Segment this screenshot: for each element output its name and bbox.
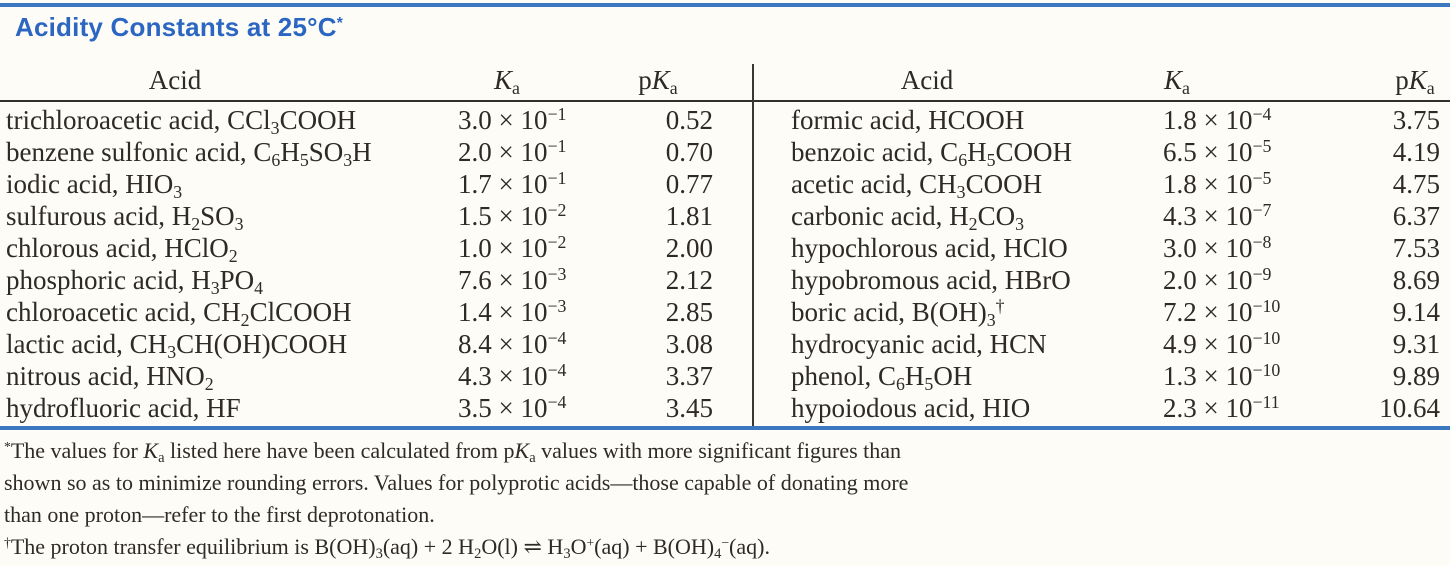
table-row xyxy=(0,200,753,232)
table-row xyxy=(0,136,753,168)
acid-name: sulfurous acid, $H_2SO_3$ xyxy=(6,201,244,234)
column-header-ka-left: $K_a$ xyxy=(494,65,520,98)
ka-value: $1.8 \times 10^{-4}$ xyxy=(1163,104,1272,135)
ka-value: $1.7 \times 10^{-1}$ xyxy=(458,168,567,199)
pka-value: 10.64 xyxy=(1379,393,1440,423)
table-row xyxy=(0,392,753,424)
table-row xyxy=(753,232,1450,264)
column-header-acid-left: Acid xyxy=(148,65,202,95)
footnote-line: †The proton transfer equilibrium is $B(OH)_3(aq) + 2$ $H_2O(l)$ ⇌ $H_3O^+(aq) + B(OH)_4^-(aq)$. xyxy=(4,534,770,563)
pka-value: 9.31 xyxy=(1392,329,1440,359)
ka-value: $2.0 \times 10^{-1}$ xyxy=(458,136,567,167)
pka-value: 4.75 xyxy=(1392,169,1440,199)
acid-name: hydrocyanic acid, HCN xyxy=(791,329,1047,359)
pka-value: 9.14 xyxy=(1392,297,1440,327)
bottom-blue-rule xyxy=(0,426,1450,430)
acid-name: chloroacetic acid, $CH_2ClCOOH$ xyxy=(6,297,352,330)
pka-value: 2.12 xyxy=(665,265,713,295)
footnote-line: than one proton—refer to the first deprotonation. xyxy=(4,502,435,527)
pka-value: 3.75 xyxy=(1392,105,1440,135)
table-row xyxy=(753,200,1450,232)
table-row xyxy=(0,360,753,392)
ka-value: $4.9 \times 10^{-10}$ xyxy=(1163,328,1281,359)
acid-name: formic acid, HCOOH xyxy=(791,105,1025,135)
acid-name: hypobromous acid, HBrO xyxy=(791,265,1071,295)
table-row xyxy=(753,136,1450,168)
pka-value: 2.00 xyxy=(665,233,713,263)
page-title: Acidity Constants at 25°C* xyxy=(15,12,343,42)
acid-name: boric acid, $B(OH)_3^\dagger$ xyxy=(791,296,1005,330)
acid-name: hydrofluoric acid, HF xyxy=(6,393,241,423)
acid-name: carbonic acid, $H_2CO_3$ xyxy=(791,201,1024,234)
pka-value: 0.70 xyxy=(665,137,713,167)
table-row xyxy=(753,104,1450,136)
table-row xyxy=(753,360,1450,392)
ka-value: $1.5 \times 10^{-2}$ xyxy=(458,200,567,231)
table-header-row xyxy=(0,62,1450,100)
ka-value: $8.4 \times 10^{-4}$ xyxy=(458,328,567,359)
ka-value: $1.4 \times 10^{-3}$ xyxy=(458,296,567,327)
acid-name: iodic acid, $HIO_3$ xyxy=(6,169,183,202)
ka-value: $1.0 \times 10^{-2}$ xyxy=(458,232,567,263)
pka-value: 6.37 xyxy=(1392,201,1440,231)
table-row xyxy=(753,328,1450,360)
table-row xyxy=(0,296,753,328)
pka-value: 4.19 xyxy=(1392,137,1440,167)
pka-value: 7.53 xyxy=(1392,233,1440,263)
acid-table-left xyxy=(0,104,753,424)
pka-value: 9.89 xyxy=(1392,361,1440,391)
acid-name: phenol, $C_6H_5OH$ xyxy=(791,361,973,394)
acid-name: benzene sulfonic acid, $C_6H_5SO_3H$ xyxy=(6,137,372,170)
acid-name: benzoic acid, $C_6H_5COOH$ xyxy=(791,137,1073,170)
table-row xyxy=(0,168,753,200)
column-header-pka-right: $pK_a$ xyxy=(1395,65,1435,98)
pka-value: 8.69 xyxy=(1392,265,1440,295)
ka-value: $4.3 \times 10^{-7}$ xyxy=(1163,200,1272,231)
acid-name: hypoiodous acid, HIO xyxy=(791,393,1031,423)
acid-table-right xyxy=(753,104,1450,424)
ka-value: $2.3 \times 10^{-11}$ xyxy=(1163,392,1280,423)
ka-value: $3.5 \times 10^{-4}$ xyxy=(458,392,567,423)
header-rule xyxy=(0,100,1450,102)
ka-value: $1.8 \times 10^{-5}$ xyxy=(1163,168,1272,199)
table-row xyxy=(0,264,753,296)
ka-value: $6.5 \times 10^{-5}$ xyxy=(1163,136,1272,167)
pka-value: 1.81 xyxy=(665,201,713,231)
ka-value: $2.0 \times 10^{-9}$ xyxy=(1163,264,1272,295)
pka-value: 3.45 xyxy=(665,393,713,423)
ka-value: $3.0 \times 10^{-1}$ xyxy=(458,104,567,135)
table-row xyxy=(753,392,1450,424)
table-row xyxy=(0,232,753,264)
column-header-ka-right: $K_a$ xyxy=(1164,65,1190,98)
top-blue-rule xyxy=(0,3,1450,7)
ka-value: $7.6 \times 10^{-3}$ xyxy=(458,264,567,295)
ka-value: $4.3 \times 10^{-4}$ xyxy=(458,360,567,391)
table-row xyxy=(753,296,1450,328)
acid-name: acetic acid, $CH_3COOH$ xyxy=(791,169,1043,202)
pka-value: 3.37 xyxy=(665,361,713,391)
footnotes xyxy=(4,435,908,563)
pka-value: 2.85 xyxy=(665,297,713,327)
acid-name: hypochlorous acid, HClO xyxy=(791,233,1068,263)
pka-value: 3.08 xyxy=(665,329,713,359)
acid-name: chlorous acid, HClO$_2$ xyxy=(6,233,238,266)
footnote-line: *The values for $K_a$ listed here have been calculated from $pK_a$ values with more significant figures than xyxy=(4,438,902,467)
footnote-line: shown so as to minimize rounding errors. Values for polyprotic acids—those capable of donating more xyxy=(4,470,909,495)
table-row xyxy=(0,104,753,136)
acid-name: nitrous acid, $HNO_2$ xyxy=(6,361,214,394)
ka-value: $1.3 \times 10^{-10}$ xyxy=(1163,360,1281,391)
table-row xyxy=(753,168,1450,200)
column-header-pka-left: $pK_a$ xyxy=(638,65,678,98)
acid-name: trichloroacetic acid, CCl$_3$COOH xyxy=(6,105,357,138)
table-row xyxy=(0,328,753,360)
acid-name: lactic acid, $CH_3CH(OH)COOH$ xyxy=(6,329,348,362)
pka-value: 0.77 xyxy=(665,169,713,199)
table-row xyxy=(753,264,1450,296)
acid-name: phosphoric acid, $H_3PO_4$ xyxy=(6,265,264,298)
column-header-acid-right: Acid xyxy=(900,65,954,95)
ka-value: $3.0 \times 10^{-8}$ xyxy=(1163,232,1272,263)
pka-value: 0.52 xyxy=(665,105,713,135)
ka-value: $7.2 \times 10^{-10}$ xyxy=(1163,296,1281,327)
